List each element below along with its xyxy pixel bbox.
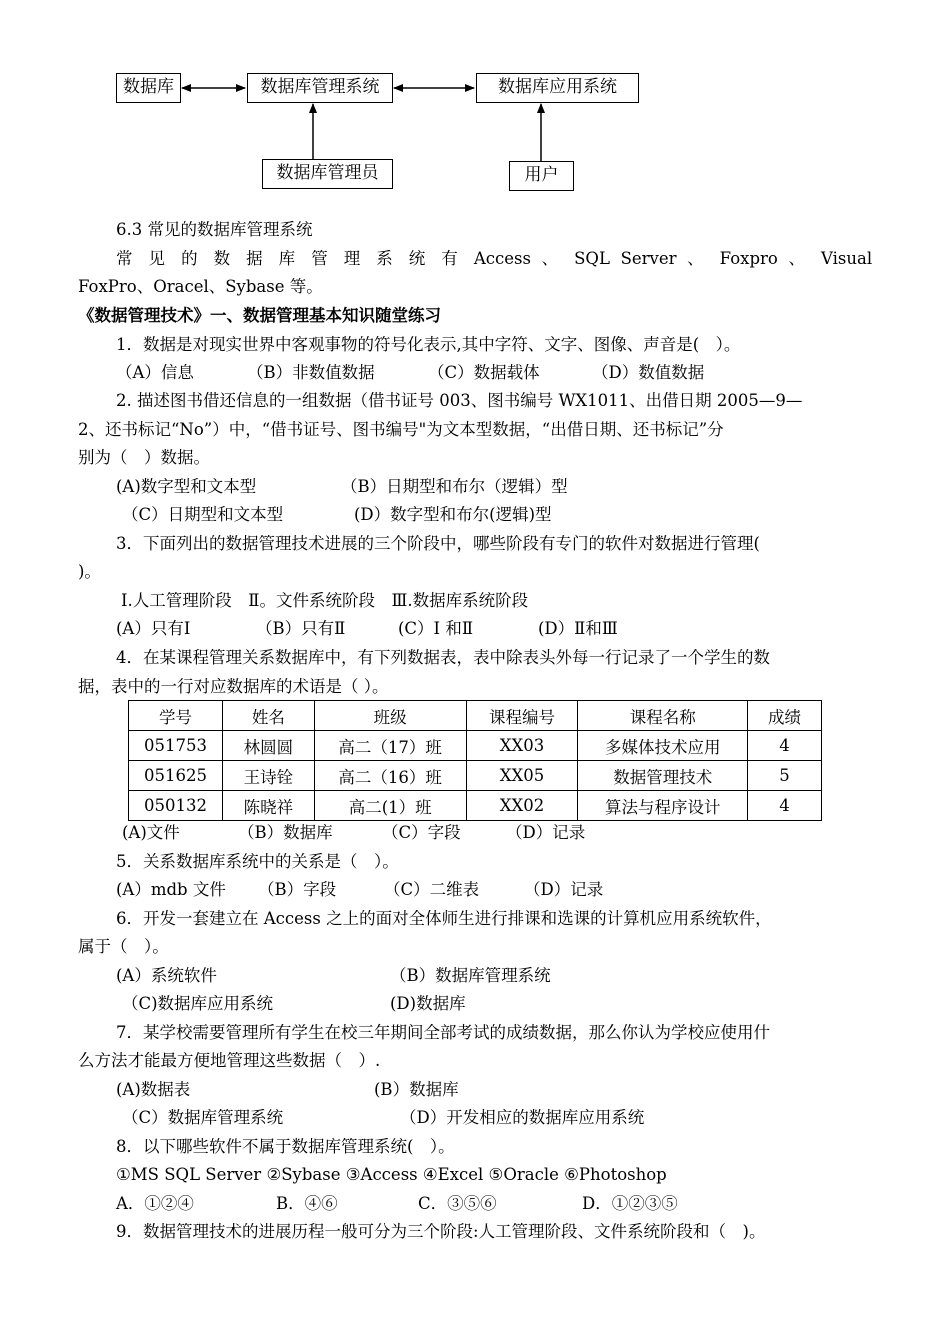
section-heading: 6.3 常见的数据库管理系统 xyxy=(116,220,313,239)
q3-stem-line: )。 xyxy=(78,562,101,581)
table-header-cell: 课程编号 xyxy=(466,701,578,731)
table-header-cell: 成绩 xyxy=(748,701,822,731)
q5-option: （C）二维表 xyxy=(384,880,480,899)
table-cell: 051625 xyxy=(129,761,223,791)
q3-option: (A）只有Ⅰ xyxy=(116,619,191,638)
q5-stem: 5．关系数据库系统中的关系是（ ）。 xyxy=(116,852,399,871)
q8-option: A．①②④ xyxy=(116,1194,194,1213)
practice-title: 《数据管理技术》一、数据管理基本知识随堂练习 xyxy=(78,306,441,325)
q2-option: （B）日期型和布尔（逻辑）型 xyxy=(341,477,568,496)
q7-option: (B）数据库 xyxy=(374,1080,459,1099)
q1-option: （A）信息 xyxy=(116,363,194,382)
q3-option: (D）Ⅱ和Ⅲ xyxy=(538,619,618,638)
table-row xyxy=(129,761,822,791)
table-cell: 高二(1）班 xyxy=(314,791,466,821)
table-cell: 数据管理技术 xyxy=(578,761,748,791)
node-dbms: 数据库管理系统 xyxy=(247,73,393,103)
q7-stem-line: 么方法才能最方便地管理这些数据（ ）. xyxy=(78,1051,381,1070)
node-dba: 数据库管理员 xyxy=(262,159,393,189)
dbms-list-line1: 常 见 的 数 据 库 管 理 系 统 有 Access 、 SQL Server 、 Foxpro 、 Visual xyxy=(116,249,873,268)
q2-option: (D）数字型和布尔(逻辑)型 xyxy=(354,505,552,524)
table-cell: 算法与程序设计 xyxy=(578,791,748,821)
table-cell: 051753 xyxy=(129,731,223,761)
q6-option: （C)数据库应用系统 xyxy=(122,994,274,1013)
q1-option: （B）非数值数据 xyxy=(247,363,375,382)
q9-stem: 9．数据管理技术的进展历程一般可分为三个阶段:人工管理阶段、文件系统阶段和（ )。 xyxy=(116,1222,766,1241)
table-cell: 林圆圆 xyxy=(222,731,314,761)
q5-option: （D）记录 xyxy=(524,880,604,899)
table-cell: 4 xyxy=(748,731,822,761)
node-database: 数据库 xyxy=(116,73,181,103)
q2-option: (A)数字型和文本型 xyxy=(116,477,257,496)
table-cell: XX03 xyxy=(466,731,578,761)
table-cell: 王诗铨 xyxy=(222,761,314,791)
q2-option: （C）日期型和文本型 xyxy=(122,505,284,524)
q8-software-list: ①MS SQL Server ②Sybase ③Access ④Excel ⑤Oracle ⑥Photoshop xyxy=(116,1165,667,1184)
table-cell: 050132 xyxy=(129,791,223,821)
table-row xyxy=(129,731,822,761)
node-user: 用户 xyxy=(509,161,574,191)
q3-option: （B）只有Ⅱ xyxy=(256,619,346,638)
table-header-cell: 课程名称 xyxy=(578,701,748,731)
dbms-list-line2: FoxPro、Oracel、Sybase 等。 xyxy=(78,277,323,296)
q6-option: (D)数据库 xyxy=(390,994,466,1013)
q4-option: （D）记录 xyxy=(506,823,586,842)
q4-option: （C）字段 xyxy=(382,823,461,842)
table-header-cell: 班级 xyxy=(314,701,466,731)
q8-stem: 8．以下哪些软件不属于数据库管理系统( ）。 xyxy=(116,1137,455,1156)
q1-option: （D）数值数据 xyxy=(592,363,705,382)
q7-option: (A)数据表 xyxy=(116,1080,191,1099)
node-db-app: 数据库应用系统 xyxy=(476,73,639,103)
table-cell: XX05 xyxy=(466,761,578,791)
q1-stem: 1．数据是对现实世界中客观事物的符号化表示,其中字符、文字、图像、声音是( ）。 xyxy=(116,335,741,354)
table-cell: 多媒体技术应用 xyxy=(578,731,748,761)
q2-stem-line: 2、还书标记“No”）中，“借书证号、图书编号"为文本型数据，“出借日期、还书标记”分 xyxy=(78,420,724,439)
q7-option: （C）数据库管理系统 xyxy=(122,1108,284,1127)
table-header-cell: 姓名 xyxy=(222,701,314,731)
grades-table xyxy=(128,700,822,821)
q6-option: (A）系统软件 xyxy=(116,966,217,985)
q8-option: B．④⑥ xyxy=(276,1194,338,1213)
q2-stem-line: 别为（ ）数据。 xyxy=(78,448,210,467)
q6-option: （B）数据库管理系统 xyxy=(390,966,551,985)
q8-option: C．③⑤⑥ xyxy=(418,1194,497,1213)
q7-option: （D）开发相应的数据库应用系统 xyxy=(400,1108,645,1127)
q3-stages: Ⅰ.人工管理阶段 Ⅱ。文件系统阶段 Ⅲ.数据库系统阶段 xyxy=(121,591,529,610)
q5-option: (A）mdb 文件 xyxy=(116,880,226,899)
q7-stem-line: 7．某学校需要管理所有学生在校三年期间全部考试的成绩数据，那么你认为学校应使用什 xyxy=(116,1023,770,1042)
q1-option: （C）数据载体 xyxy=(428,363,540,382)
q3-stem-line: 3．下面列出的数据管理技术进展的三个阶段中，哪些阶段有专门的软件对数据进行管理( xyxy=(116,534,760,553)
table-cell: XX02 xyxy=(466,791,578,821)
table-cell: 高二（17）班 xyxy=(314,731,466,761)
q4-stem-line: 4．在某课程管理关系数据库中，有下列数据表，表中除表头外每一行记录了一个学生的数 xyxy=(116,648,770,667)
table-cell: 高二（16）班 xyxy=(314,761,466,791)
q8-option: D．①②③⑤ xyxy=(582,1194,678,1213)
table-cell: 4 xyxy=(748,791,822,821)
table-header-row xyxy=(129,701,822,731)
q5-option: （B）字段 xyxy=(258,880,337,899)
table-cell: 5 xyxy=(748,761,822,791)
table-cell: 陈晓祥 xyxy=(222,791,314,821)
q4-option: （B）数据库 xyxy=(238,823,333,842)
table-row xyxy=(129,791,822,821)
q2-stem-line: 2. 描述图书借还信息的一组数据（借书证号 003、图书编号 WX1011、出借日期 2005—9— xyxy=(116,391,803,410)
q6-stem-line: 6．开发一套建立在 Access 之上的面对全体师生进行排课和选课的计算机应用系统软件， xyxy=(116,909,772,928)
q4-option: (A)文件 xyxy=(122,823,180,842)
q4-stem-line: 据，表中的一行对应数据库的术语是（ ）。 xyxy=(78,677,389,696)
q3-option: (C）Ⅰ 和Ⅱ xyxy=(398,619,474,638)
q6-stem-line: 属于（ ）。 xyxy=(78,937,169,956)
table-header-cell: 学号 xyxy=(129,701,223,731)
